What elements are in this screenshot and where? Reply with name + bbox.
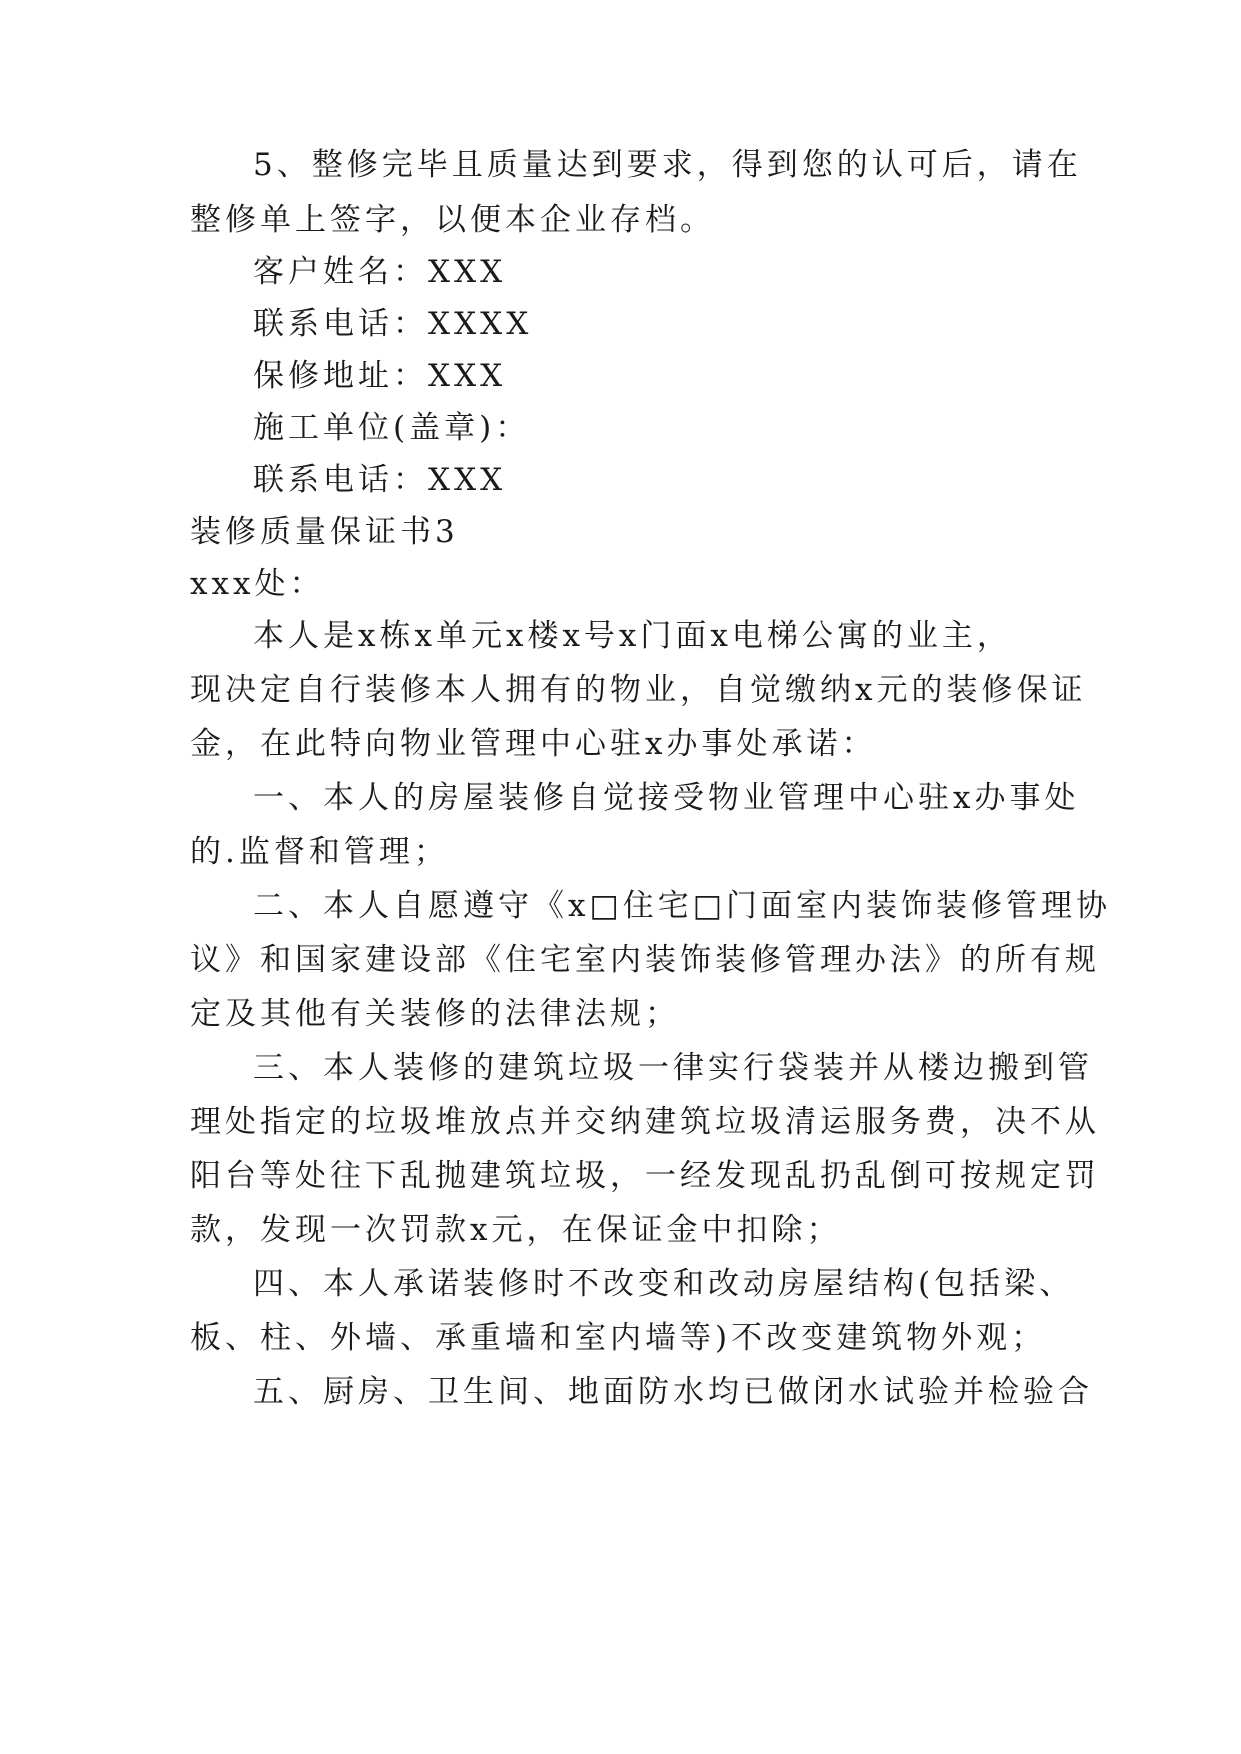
paragraph-line: 二、本人自愿遵守《x□住宅□门面室内装饰装修管理协	[253, 888, 1112, 924]
paragraph-line: 本人是x栋x单元x楼x号x门面x电梯公寓的业主，	[253, 618, 1012, 654]
paragraph-line: 整修单上签字，以便本企业存档。	[190, 202, 715, 238]
paragraph-line: 的.监督和管理；	[190, 834, 449, 870]
paragraph-line: 款，发现一次罚款x元，在保证金中扣除；	[190, 1212, 842, 1248]
paragraph-line: 三、本人装修的建筑垃圾一律实行袋装并从楼边搬到管	[253, 1050, 1093, 1086]
paragraph-line: 理处指定的垃圾堆放点并交纳建筑垃圾清运服务费，决不从	[190, 1104, 1100, 1140]
section-title: 装修质量保证书3	[190, 514, 459, 550]
paragraph-line: 一、本人的房屋装修自觉接受物业管理中心驻x办事处	[253, 780, 1080, 816]
contact-phone-line: 联系电话：XXX	[253, 462, 507, 498]
paragraph-line: 金，在此特向物业管理中心驻x办事处承诺：	[190, 726, 877, 762]
paragraph-line: 定及其他有关装修的法律法规；	[190, 996, 680, 1032]
repair-address-line: 保修地址：XXX	[253, 358, 507, 394]
salutation: xxx处：	[190, 566, 325, 602]
paragraph-line: 四、本人承诺装修时不改变和改动房屋结构(包括梁、	[253, 1266, 1075, 1302]
paragraph-line: 阳台等处往下乱抛建筑垃圾，一经发现乱扔乱倒可按规定罚	[190, 1158, 1100, 1194]
paragraph-line: 现决定自行装修本人拥有的物业，自觉缴纳x元的装修保证	[190, 672, 1087, 708]
contact-phone-line: 联系电话：XXXX	[253, 306, 533, 342]
customer-name-line: 客户姓名：XXX	[253, 254, 507, 290]
contractor-line: 施工单位(盖章)：	[253, 410, 531, 446]
paragraph-line: 议》和国家建设部《住宅室内装饰装修管理办法》的所有规	[190, 942, 1100, 978]
paragraph-line: 板、柱、外墙、承重墙和室内墙等)不改变建筑物外观；	[190, 1320, 1047, 1356]
paragraph-line: 五、厨房、卫生间、地面防水均已做闭水试验并检验合	[253, 1374, 1093, 1410]
paragraph-line: 5、整修完毕且质量达到要求，得到您的认可后，请在	[253, 147, 1082, 183]
